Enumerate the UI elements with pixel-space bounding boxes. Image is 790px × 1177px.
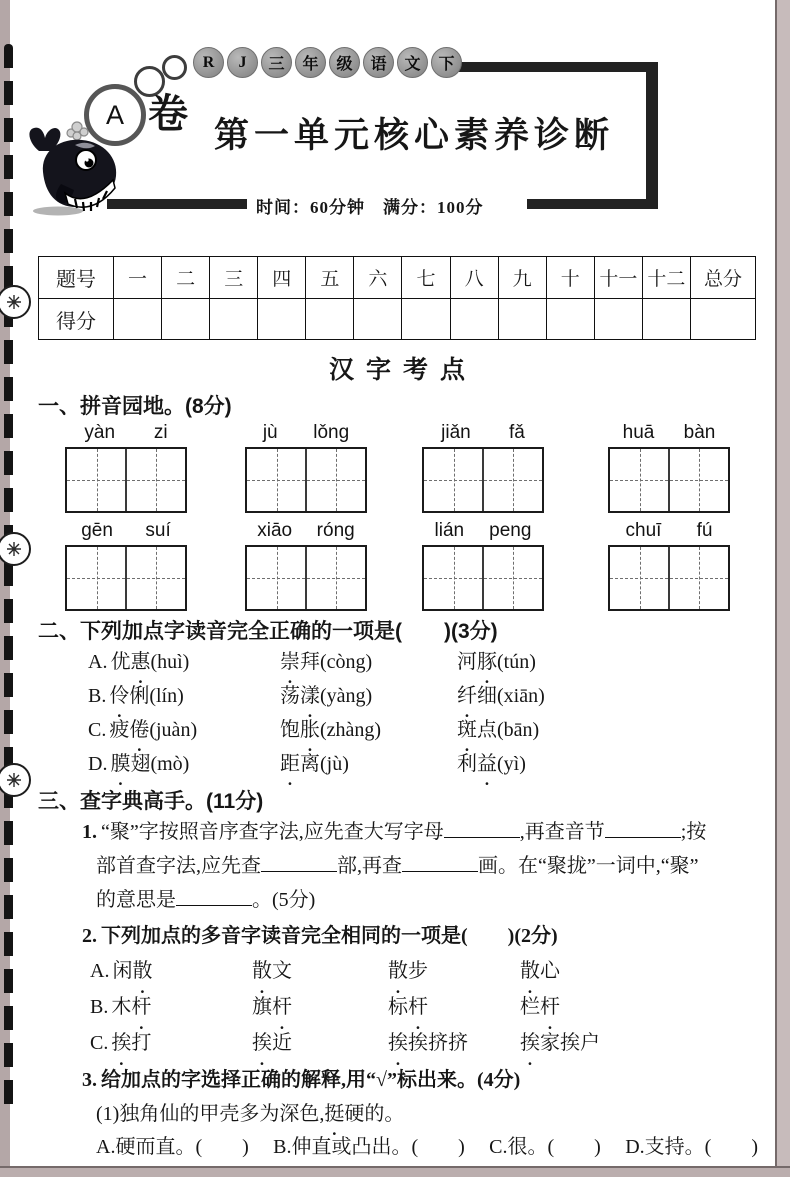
question3-stem: (1)独角仙的甲壳多为深色,挺硬的。 bbox=[96, 1103, 405, 1125]
score-col: 十一 bbox=[594, 257, 642, 299]
word-item: 旗杆 bbox=[252, 996, 292, 1018]
pinyin-group bbox=[422, 520, 544, 611]
fill-blank bbox=[402, 851, 478, 872]
word-item: 散心 bbox=[520, 960, 560, 982]
word-item: 河豚(tún) bbox=[457, 651, 536, 673]
word-item: 散步 bbox=[388, 960, 428, 982]
pinyin-group bbox=[65, 422, 187, 513]
section1-heading: 一、拼音园地。(8分) bbox=[38, 395, 232, 418]
series-badge: 三 bbox=[261, 47, 292, 78]
option-row bbox=[88, 747, 756, 781]
series-badge: J bbox=[227, 47, 258, 78]
series-badge: 语 bbox=[363, 47, 394, 78]
multi-reading-row bbox=[90, 1025, 756, 1061]
exam-content bbox=[38, 256, 756, 1163]
score-table-score-row bbox=[39, 299, 756, 340]
pinyin-group bbox=[422, 422, 544, 513]
section3-heading: 三、查字典高手。(11分) bbox=[38, 790, 264, 813]
series-badge: R bbox=[193, 47, 224, 78]
answer-paren: ( ) bbox=[411, 1136, 465, 1158]
choice: C.很。( ) bbox=[489, 1136, 601, 1158]
option-label: C. bbox=[90, 1032, 109, 1054]
score-col: 四 bbox=[258, 257, 306, 299]
option-row bbox=[88, 713, 756, 747]
writing-box bbox=[245, 545, 367, 611]
score-cell-empty bbox=[642, 299, 690, 340]
series-badge: 级 bbox=[329, 47, 360, 78]
binding-seal-icon bbox=[0, 285, 31, 319]
score-cell-empty bbox=[162, 299, 210, 340]
fill-blank bbox=[261, 851, 337, 872]
word-item: 距离(jù) bbox=[280, 753, 349, 775]
pinyin-label: gēn suí bbox=[81, 520, 171, 541]
word-item: 优惠(huì) bbox=[110, 651, 190, 673]
answer-paren: ( ) bbox=[547, 1136, 601, 1158]
word-item: 散文 bbox=[252, 960, 292, 982]
question-number: 2. bbox=[82, 925, 97, 947]
score-col: 总分 bbox=[691, 257, 756, 299]
word-item: 疲倦(juàn) bbox=[109, 719, 198, 741]
writing-box bbox=[65, 447, 187, 513]
page-edge-bottom bbox=[0, 1166, 790, 1177]
pinyin-label: jiǎn fǎ bbox=[441, 422, 525, 443]
option-label: A. bbox=[88, 651, 108, 673]
score-col: 九 bbox=[498, 257, 546, 299]
score-col: 十二 bbox=[642, 257, 690, 299]
question-number: 1. bbox=[82, 821, 97, 843]
word-item: 挨近 bbox=[252, 1032, 292, 1054]
pinyin-group bbox=[245, 520, 367, 611]
pinyin-group bbox=[608, 520, 730, 611]
writing-box bbox=[245, 447, 367, 513]
option-label: A. bbox=[90, 960, 110, 982]
word-item: 挨挨挤挤 bbox=[388, 1032, 468, 1054]
score-col: 五 bbox=[306, 257, 354, 299]
word-item: 标杆 bbox=[388, 996, 428, 1018]
binding-seal-icon bbox=[0, 532, 31, 566]
fill-blank bbox=[176, 885, 252, 906]
pinyin-label: jù lǒng bbox=[262, 422, 350, 443]
question-number: 3. bbox=[82, 1069, 97, 1091]
score-col: 一 bbox=[114, 257, 162, 299]
score-cell-empty bbox=[306, 299, 354, 340]
word-item: 伶俐(lín) bbox=[109, 685, 184, 707]
volume-word: 卷 bbox=[148, 91, 188, 136]
score-cell-empty bbox=[210, 299, 258, 340]
pinyin-row bbox=[38, 422, 756, 513]
pinyin-row bbox=[38, 520, 756, 611]
word-item: 木杆 bbox=[111, 996, 152, 1018]
title-frame-right-bar bbox=[646, 62, 658, 209]
option-label: B. bbox=[90, 996, 109, 1018]
score-cell-empty bbox=[258, 299, 306, 340]
choice: A.硬而直。( ) bbox=[96, 1136, 249, 1158]
word-item: 荡漾(yàng) bbox=[280, 685, 373, 707]
pinyin-label: yàn zi bbox=[84, 422, 168, 443]
binding-perforation-line bbox=[4, 44, 13, 1116]
score-row-label: 得分 bbox=[39, 299, 114, 340]
pinyin-label: huā bàn bbox=[622, 422, 716, 443]
pinyin-group bbox=[245, 422, 367, 513]
word-item: 崇拜(còng) bbox=[280, 651, 373, 673]
answer-paren: ( ) bbox=[195, 1136, 249, 1158]
score-cell-empty bbox=[450, 299, 498, 340]
score-cell-empty bbox=[594, 299, 642, 340]
series-badge: 年 bbox=[295, 47, 326, 78]
option-label: B. bbox=[88, 685, 107, 707]
question1-line2: 部首查字法,应先查 部,再查 画。在“聚拢”一词中,“聚” bbox=[96, 849, 756, 883]
word-item: 闲散 bbox=[112, 960, 153, 982]
score-cell-empty bbox=[114, 299, 162, 340]
fill-blank bbox=[444, 817, 520, 838]
word-item: 挨打 bbox=[111, 1032, 152, 1054]
exam-title: 第一单元核心素养诊断 bbox=[214, 116, 615, 155]
time-score-info: 时间：60分钟 满分：100分 bbox=[256, 198, 484, 217]
decorative-circle bbox=[162, 55, 187, 80]
score-table bbox=[38, 256, 756, 340]
option-label: C. bbox=[88, 719, 107, 741]
word-item: 饱胀(zhàng) bbox=[280, 719, 382, 741]
pinyin-group bbox=[608, 422, 730, 513]
score-cell-empty bbox=[402, 299, 450, 340]
word-item: 斑点(bān) bbox=[457, 719, 540, 741]
page-edge-right bbox=[775, 0, 790, 1177]
score-col: 十 bbox=[546, 257, 594, 299]
question3-heading: 3. 给加点的字选择正确的解释,用“√”标出来。(4分) bbox=[82, 1069, 521, 1091]
writing-box bbox=[608, 545, 730, 611]
series-badge: 文 bbox=[397, 47, 428, 78]
choice: B.伸直或凸出。( ) bbox=[273, 1136, 465, 1158]
pinyin-label: lián peng bbox=[434, 520, 532, 541]
score-col: 八 bbox=[450, 257, 498, 299]
title-frame-bottom-left-bar bbox=[107, 199, 247, 209]
score-col: 七 bbox=[402, 257, 450, 299]
option-row bbox=[88, 645, 756, 679]
score-col: 二 bbox=[162, 257, 210, 299]
question3-choices bbox=[96, 1131, 758, 1163]
word-item: 栏杆 bbox=[520, 996, 560, 1018]
score-col: 六 bbox=[354, 257, 402, 299]
title-frame-top-bar bbox=[450, 62, 658, 72]
question2-heading: 2. 下列加点的多音字读音完全相同的一项是( )(2分) bbox=[82, 925, 558, 947]
score-cell-empty bbox=[546, 299, 594, 340]
score-cell-empty bbox=[691, 299, 756, 340]
score-row-label: 题号 bbox=[39, 257, 114, 299]
writing-box bbox=[422, 545, 544, 611]
multi-reading-row bbox=[90, 989, 756, 1025]
word-item: 利益(yì) bbox=[457, 753, 526, 775]
pinyin-label: chuī fú bbox=[625, 520, 713, 541]
option-label: D. bbox=[88, 753, 108, 775]
pinyin-group bbox=[65, 520, 187, 611]
section2-heading: 二、下列加点字读音完全正确的一项是( )(3分) bbox=[38, 620, 498, 643]
question1-line3: 的意思是 。(5分) bbox=[96, 883, 756, 917]
choice: D.支持。( ) bbox=[625, 1136, 758, 1158]
word-item: 纤细(xiān) bbox=[457, 685, 545, 707]
answer-paren: ( ) bbox=[704, 1136, 758, 1158]
writing-box bbox=[422, 447, 544, 513]
writing-box bbox=[65, 545, 187, 611]
writing-box bbox=[608, 447, 730, 513]
title-frame-bottom-right-bar bbox=[527, 199, 658, 209]
score-table-header-row bbox=[39, 257, 756, 299]
volume-letter: A bbox=[105, 99, 124, 130]
score-col: 三 bbox=[210, 257, 258, 299]
section-banner: 汉字考点 bbox=[328, 357, 477, 384]
question1-line1: 1. “聚”字按照音序查字法,应先查大写字母 ,再查音节 ;按 bbox=[82, 815, 756, 849]
score-cell-empty bbox=[354, 299, 402, 340]
series-badges bbox=[193, 47, 465, 78]
binding-seal-icon bbox=[0, 763, 31, 797]
series-badge: 下 bbox=[431, 47, 462, 78]
score-cell-empty bbox=[498, 299, 546, 340]
pinyin-label: xiāo róng bbox=[257, 520, 355, 541]
multi-reading-row bbox=[90, 953, 756, 989]
option-row bbox=[88, 679, 756, 713]
word-item: 膜翅(mò) bbox=[110, 753, 190, 775]
word-item: 挨家挨户 bbox=[520, 1032, 600, 1054]
fill-blank bbox=[605, 817, 681, 838]
